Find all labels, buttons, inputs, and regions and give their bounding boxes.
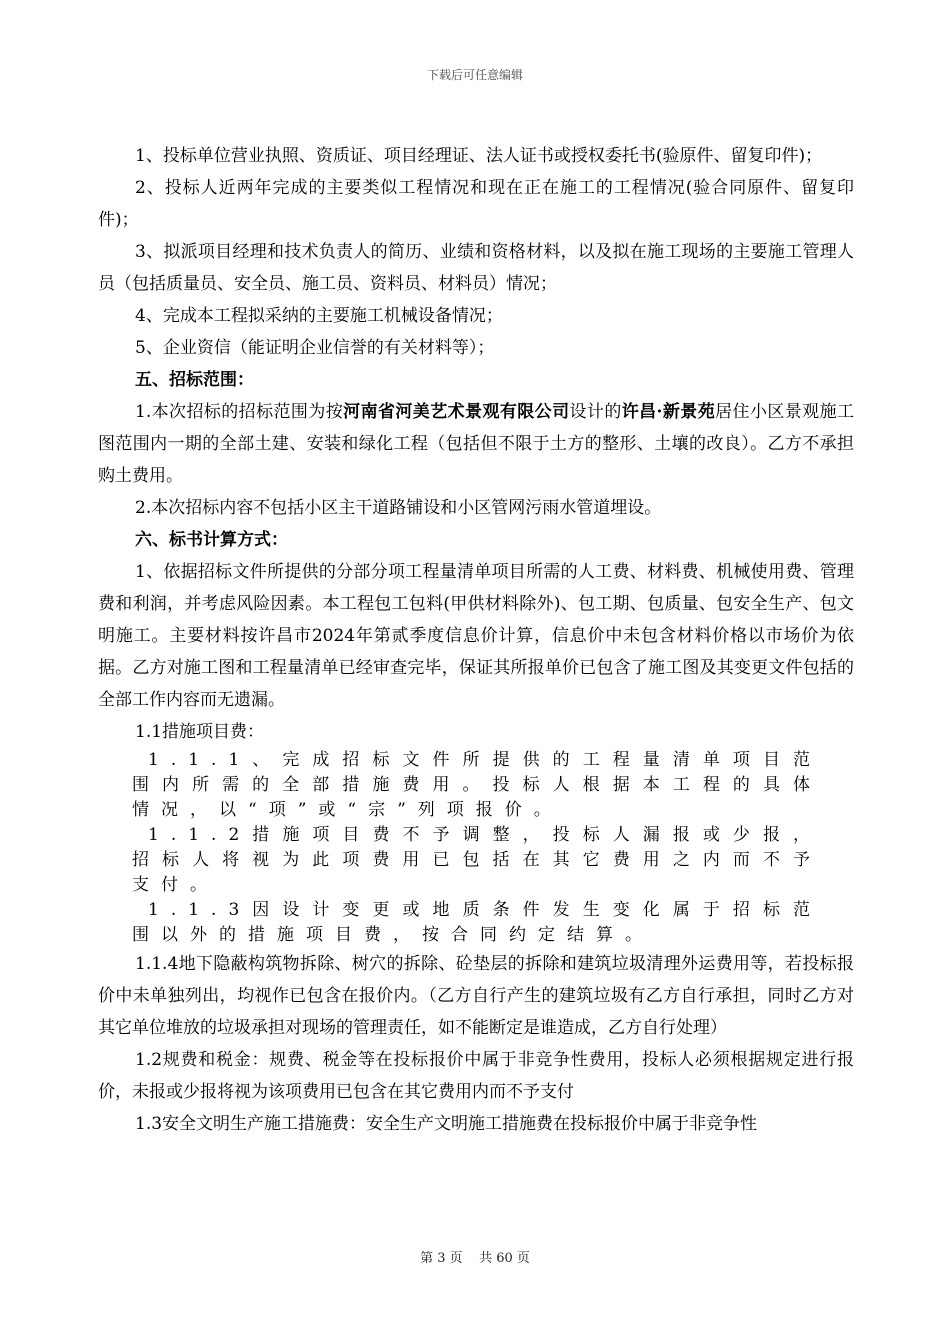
measure-item-1-1-1-text: 1.1.1、完成招标文件所提供的工程量清单项目范围内所需的全部措施费用。投标人根据本工程的具体情况，以“项”或“宗”列项报价。	[132, 750, 822, 820]
section-heading-6: 六、标书计算方式：	[135, 530, 288, 550]
paragraph-1: 1、投标单位营业执照、资质证、项目经理证、法人证书或授权委托书(验原件、留复印件)；	[135, 146, 823, 166]
document-body	[98, 140, 854, 1140]
section-heading-5: 五、招标范围：	[135, 370, 254, 390]
paragraph-3: 3、拟派项目经理和技术负责人的简历、业绩和资格材料，以及拟在施工现场的主要施工管理人员（包括质量员、安全员、施工员、资料员、材料员）情况；	[98, 242, 854, 294]
paragraph-5: 5、企业资信（能证明企业信誉的有关材料等）；	[135, 338, 495, 358]
project-name: 许昌·新景苑	[621, 402, 716, 422]
scope-paragraph-1	[98, 396, 854, 492]
measure-item-1-1-4: 1.1.4地下隐蔽构筑物拆除、树穴的拆除、砼垫层的拆除和建筑垃圾清理外运费用等，若投标报价中未单独列出，均视作已包含在报价内。（乙方自行产生的建筑垃圾有乙方自行承担，同时乙方对其它单位堆放的垃圾承担对现场的管理责任，如不能断定是谁造成，乙方自行处理）	[98, 954, 854, 1038]
scope-paragraph-2: 2.本次招标内容不包括小区主干道路铺设和小区管网污雨水管道埋设。	[135, 498, 662, 518]
measure-fee-title: 1.1措施项目费：	[135, 722, 265, 742]
paragraph-2: 2、投标人近两年完成的主要类似工程情况和现在正在施工的工程情况(验合同原件、留复印件)；	[98, 178, 854, 230]
scope1-text-c: 居住小区景观施工图范围内一期的全部土建、安装和绿化工程（包括但不限于土方的整形、土壤的改良）。乙方不承担购土费用。	[98, 402, 855, 486]
paragraph-4: 4、完成本工程拟采纳的主要施工机械设备情况；	[135, 306, 503, 326]
measure-item-1-1-3-text: 1.1.3因设计变更或地质条件发生变化属于招标范围以外的措施项目费，按合同约定结算。	[132, 900, 822, 945]
scope1-text-a: 1.本次招标的招标范围为按	[135, 402, 344, 422]
calculation-paragraph-1: 1、依据招标文件所提供的分部分项工程量清单项目所需的人工费、材料费、机械使用费、管理费和利润，并考虑风险因素。本工程包工包料(甲供材料除外)、包工期、包质量、包安全生产、包文明施工。主要材料按许昌市2024年第贰季度信息价计算，信息价中未包含材料价格以市场价为依据。乙方对施工图和工程量清单已经审查完毕，保证其所报单价已包含了施工图及其变更文件包括的全部工作内容而无遗漏。	[98, 562, 854, 710]
fees-and-taxes-paragraph: 1.2规费和税金：规费、税金等在投标报价中属于非竞争性费用，投标人必须根据规定进行报价，未报或少报将视为该项费用已包含在其它费用内而不予支付	[98, 1050, 854, 1102]
safety-measures-paragraph: 1.3安全文明生产施工措施费：安全生产文明施工措施费在投标报价中属于非竞争性	[135, 1114, 758, 1134]
page-footer: 第 3 页 共 60 页	[420, 1251, 530, 1266]
page-header: 下载后可任意编辑	[426, 68, 523, 82]
company-name: 河南省河美艺术景观有限公司	[343, 402, 570, 422]
measure-item-1-1-2	[98, 823, 822, 898]
measure-item-1-1-2-text: 1.1.2措施项目费不予调整，投标人漏报或少报，招标人将视为此项费用已包括在其它费用之内而不予支付。	[132, 825, 822, 895]
measure-item-1-1-1	[98, 748, 822, 823]
measure-item-1-1-3	[98, 898, 822, 948]
scope1-text-b: 设计的	[569, 402, 622, 422]
